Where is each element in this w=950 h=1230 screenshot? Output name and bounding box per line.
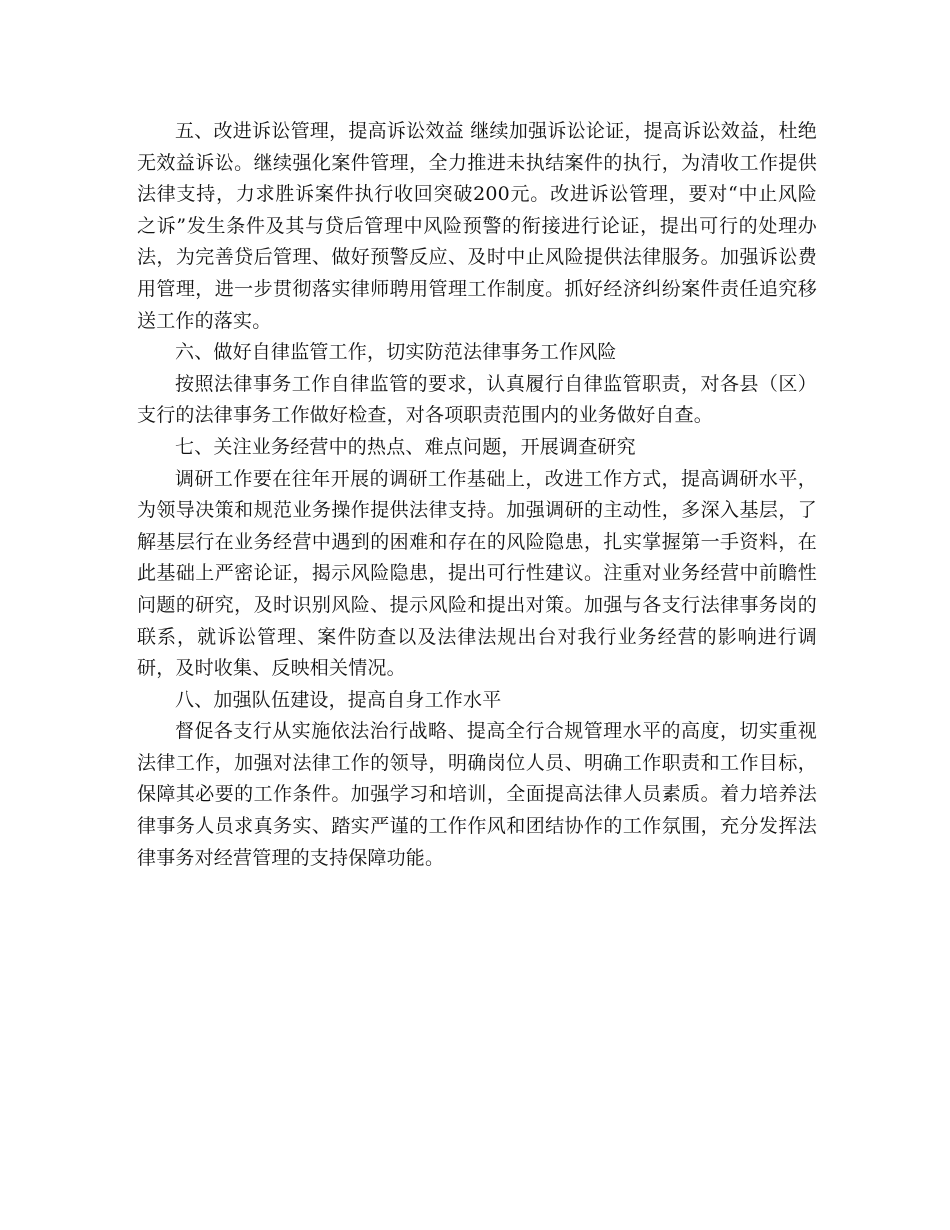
paragraph-self-regulation: 按照法律事务工作自律监管的要求，认真履行自律监管职责，对各县（区）支行的法律事务工作做好检查，对各项职责范围内的业务做好自查。 [137,372,817,427]
paragraph-team-building: 督促各支行从实施依法治行战略、提高全行合规管理水平的高度，切实重视法律工作，加强对法律工作的领导，明确岗位人员、明确工作职责和工作目标，保障其必要的工作条件。加强学习和培训，全面提高法律人员素质。着力培养法律事务人员求真务实、踏实严谨的工作作风和团结协作的工作氛围，充分发挥法律事务对经营管理的支持保障功能。 [137,720,817,869]
document-body [137,116,817,874]
heading-self-regulation: 六、做好自律监管工作，切实防范法律事务工作风险 [175,341,617,364]
paragraph-litigation-management: 五、改进诉讼管理，提高诉讼效益 继续加强诉讼论证，提高诉讼效益，杜绝无效益诉讼。继续强化案件管理，全力推进未执结案件的执行，为清收工作提供法律支持，力求胜诉案件执行收回突破200元。改进诉讼管理，要对“中止风险之诉”发生条件及其与贷后管理中风险预警的衔接进行论证，提出可行的处理办法，为完善贷后管理、做好预警反应、及时中止风险提供法律服务。加强诉讼费用管理，进一步贯彻落实律师聘用管理工作制度。抓好经济纠纷案件责任追究移送工作的落实。 [137,120,817,332]
heading-research: 七、关注业务经营中的热点、难点问题，开展调查研究 [175,435,636,458]
paragraph-research: 调研工作要在往年开展的调研工作基础上，改进工作方式，提高调研水平，为领导决策和规范业务操作提供法律支持。加强调研的主动性，多深入基层，了解基层行在业务经营中遇到的困难和存在的风险隐患，扎实掌握第一手资料，在此基础上严密论证，揭示风险隐患，提出可行性建议。注重对业务经营中前瞻性问题的研究，及时识别风险、提示风险和提出对策。加强与各支行法律事务岗的联系，就诉讼管理、案件防查以及法律法规出台对我行业务经营的影响进行调研，及时收集、反映相关情况。 [137,467,817,680]
heading-team-building: 八、加强队伍建设，提高自身工作水平 [175,688,502,711]
